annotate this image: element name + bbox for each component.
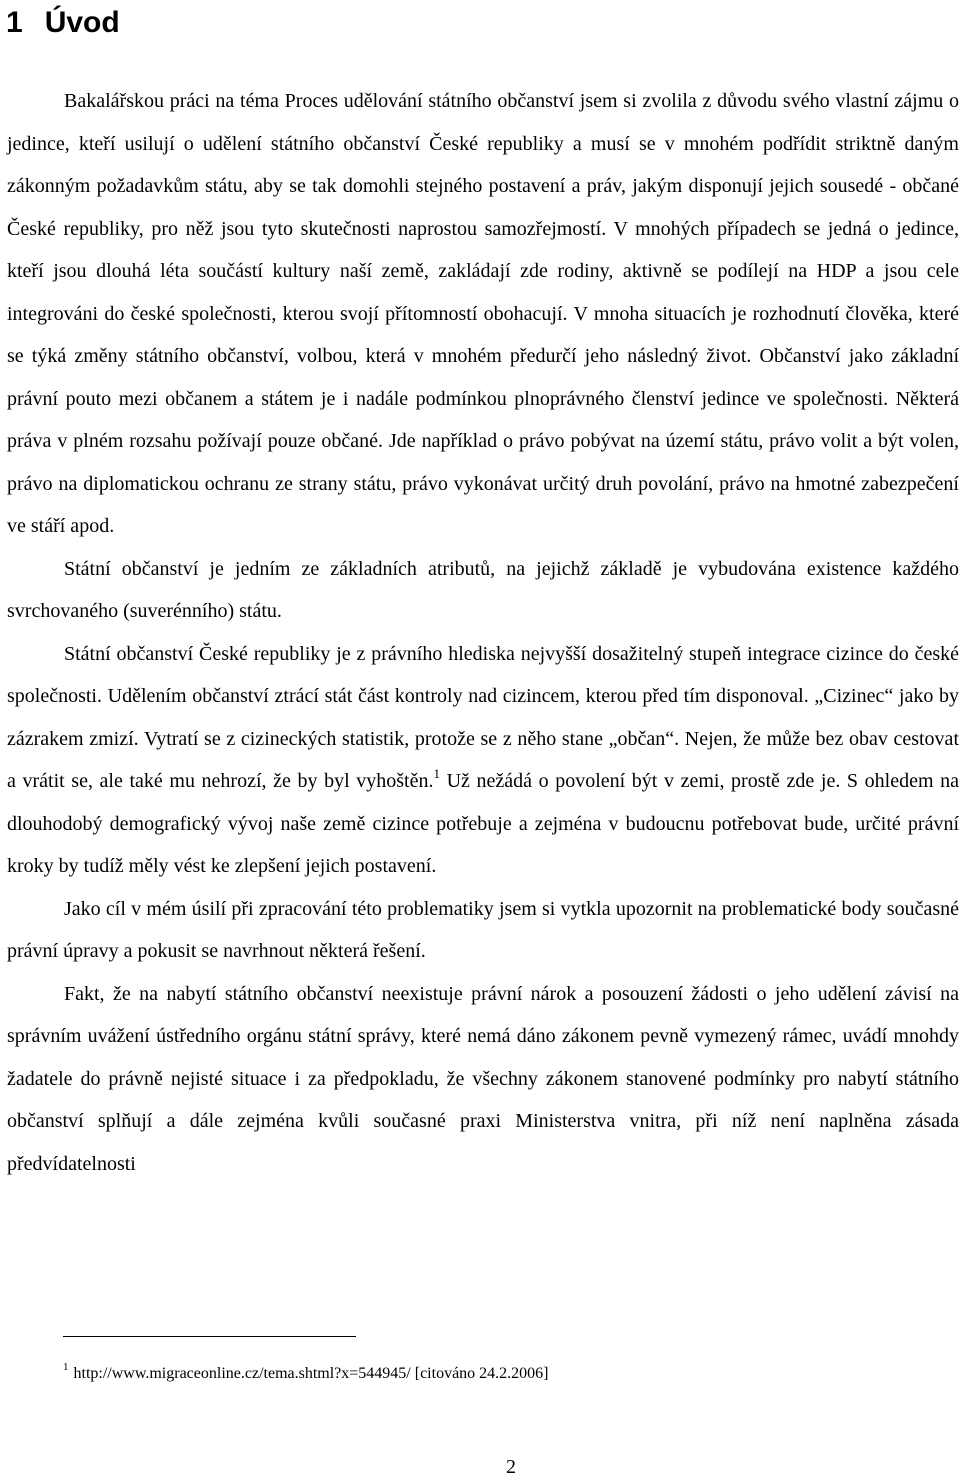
footnote <box>63 1362 549 1386</box>
body-text <box>7 80 959 1185</box>
paragraph: Fakt, že na nabytí státního občanství neexistuje právní nárok a posouzení žádosti o jeho udělení závisí na správním uvážení ústředního orgánu státní správy, které nemá dáno zákonem pevně vymezený rámec, uvádí mnohdy žadatele do právně nejisté situace i za předpokladu, že všechny zákonem stanovené podmínky pro nabytí státního občanství splňují a dále zejména kvůli současné praxi Ministerstva vnitra, při níž není naplněna zásada předvídatelnosti <box>7 982 959 1175</box>
chapter-number: 1 <box>6 6 23 39</box>
page-number: 2 <box>506 1456 516 1478</box>
chapter-title: Úvod <box>44 6 120 39</box>
chapter-heading <box>6 4 120 42</box>
paragraph-text: Už nežádá o povolení být v zemi, prostě zde je. S ohledem na dlouhodobý demografický vývoj naše země cizince potřebuje a zejména v budoucnu potřebovat bude, určité právní kroky by tudíž měly vést ke zlepšení jejich postavení. <box>7 770 959 877</box>
paragraph: Bakalářskou práci na téma Proces udělování státního občanství jsem si zvolila z důvodu svého vlastní zájmu o jedince, kteří usilují o udělení státního občanství České republiky a musí se v mnohém podřídit striktně daným zákonným požadavkům státu, aby se tak domohli stejného postavení a práv, jakým disponují jejich sousedé - občané České republiky, pro něž jsou tyto skutečnosti naprostou samozřejmostí. V mnohých případech se jedná o jedince, kteří jsou dlouhá léta součástí kultury naší země, zakládají zde rodiny, aktivně se podílejí na HDP a jsou cele integrováni do české společnosti, kterou svojí přítomností obohacují. V mnoha situacích je rozhodnutí člověka, které se týká změny státního občanství, volbou, která v mnohém předurčí jeho následný život. Občanství jako základní právní pouto mezi občanem a státem je i nadále podmínkou plnoprávného členství jedince ve společnosti. Některá práva v plném rozsahu požívají pouze občané. Jde například o právo pobývat na území státu, právo volit a být volen, právo na diplomatickou ochranu ze strany státu, právo vykonávat určitý druh povolání, právo na hmotné zabezpečení ve stáří apod. <box>7 90 959 537</box>
footnote-text: http://www.migraceonline.cz/tema.shtml?x=544945/ [citováno 24.2.2006] <box>73 1365 549 1382</box>
footnote-reference[interactable]: 1 <box>433 766 440 781</box>
paragraph: Jako cíl v mém úsilí při zpracování této problematiky jsem si vytkla upozornit na problematické body současné právní úpravy a pokusit se navrhnout některá řešení. <box>7 897 959 962</box>
paragraph-with-footnote <box>7 633 959 888</box>
paragraph-text: Státní občanství České republiky je z právního hlediska nejvyšší dosažitelný stupeň integrace cizince do české společnosti. Udělením občanství ztrácí stát část kontroly nad cizincem, kterou před tím disponoval. „Cizinec“ jako by zázrakem zmizí. Vytratí se z cizineckých statistik, protože se z něho stane „občan“. Nejen, že může bez obav cestovat a vrátit se, ale také mu nehrozí, že by byl vyhoštěn. <box>7 642 959 792</box>
paragraph: Státní občanství je jedním ze základních atributů, na jejichž základě je vybudována existence každého svrchovaného (suverénního) státu. <box>7 557 959 622</box>
footnote-separator <box>63 1336 356 1337</box>
footnote-mark: 1 <box>63 1361 69 1373</box>
